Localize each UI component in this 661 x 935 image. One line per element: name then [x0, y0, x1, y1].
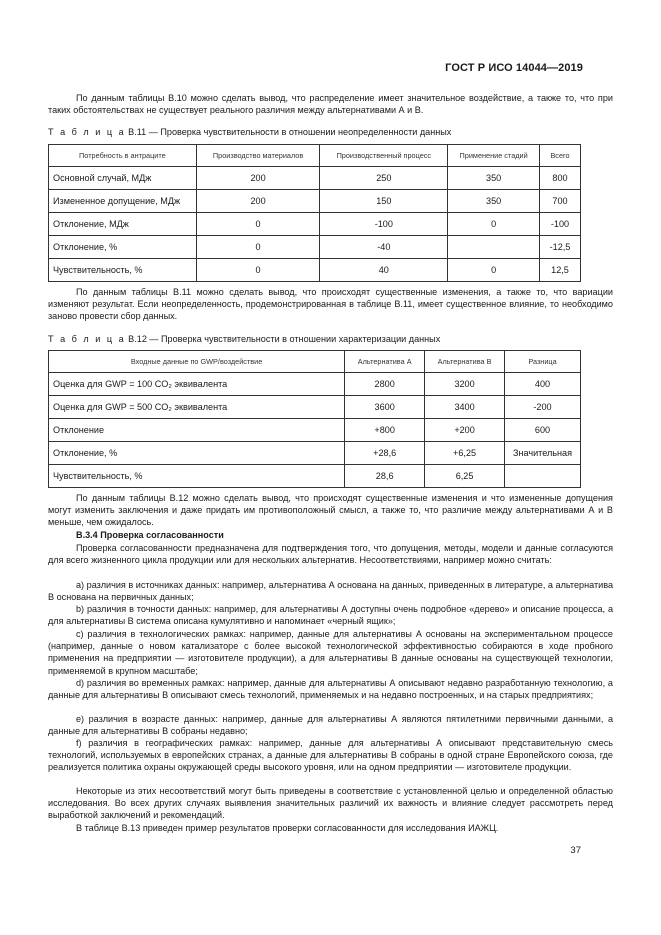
table-cell: 3400: [425, 396, 505, 419]
table-1-header-cell: Производственный процесс: [320, 145, 448, 167]
page-number: 37: [570, 845, 581, 856]
table-cell: 6,25: [425, 465, 505, 488]
table-cell: Чувствительность, %: [49, 259, 197, 282]
table-cell: 200: [196, 167, 320, 190]
table-1-caption: Т а б л и ц а В.11 — Проверка чувствительности в отношении неопределенности данных: [48, 127, 452, 137]
table-1-header-cell: Потребность в антраците: [49, 145, 197, 167]
table-cell: +800: [345, 419, 425, 442]
list-item: d) различия во временных рамках: например, данные для альтернативы А описывают недавно разработанную технологию, а данные для альтернативы В описывают смесь технологий, применяемых и на недавно построенных, и на старых предприятиях;: [48, 678, 613, 701]
table-cell: 250: [320, 167, 448, 190]
table-cell: 350: [448, 190, 540, 213]
table-row: [49, 373, 581, 396]
table-cell: Значительная: [505, 442, 581, 465]
table-1-header-cell: Производство материалов: [196, 145, 320, 167]
table-row: [49, 213, 581, 236]
table-cell: 800: [540, 167, 581, 190]
table-row: [49, 465, 581, 488]
paragraph-2: По данным таблицы В.11 можно сделать вывод, что происходят существенные изменения, а также то, что вариации изменяют результат. Если неопределенность, продемонстрированная в таблице В.11, имеет существенное влияние, то необходимо заново провести сбор данных.: [48, 287, 613, 322]
table-cell: Оценка для GWP = 500 CO₂ эквивалента: [49, 396, 345, 419]
table-cell: Чувствительность, %: [49, 465, 345, 488]
paragraph-5: Некоторые из этих несоответствий могут быть приведены в соответствие с установленной целью и определенной областью исследования. Во всех других случаях выявления значительных различий их важность и влияние следует рассмотреть перед выработкой заключений и рекомендаций.: [48, 786, 613, 821]
paragraph-3: По данным таблицы В.12 можно сделать вывод, что происходят существенные изменения и что измененные допущения могут изменить заключения и даже придать им противоположный смысл, а также то, что различие между альтернативами А и В меньше, чем ожидалось.: [48, 493, 613, 528]
table-row: [49, 236, 581, 259]
list-item: e) различия в возрасте данных: например, данные для альтернативы А являются пятилетними первичными данными, а данные для альтернативы В собраны недавно;: [48, 714, 613, 737]
table-row: [49, 396, 581, 419]
table-cell: +28,6: [345, 442, 425, 465]
table-cell: 600: [505, 419, 581, 442]
table-cell: 2800: [345, 373, 425, 396]
table-row: [49, 259, 581, 282]
table-cell: 700: [540, 190, 581, 213]
table-cell: Отклонение, %: [49, 442, 345, 465]
paragraph-1: По данным таблицы В.10 можно сделать вывод, что распределение имеет значительное воздействие, а также то, что при таких обстоятельствах не существует реального различия между альтернативами А и В.: [48, 93, 613, 116]
table-cell: 28,6: [345, 465, 425, 488]
table-cell: 200: [196, 190, 320, 213]
table-cell: -40: [320, 236, 448, 259]
table-row: [49, 167, 581, 190]
table-row: [49, 419, 581, 442]
section-title: В.3.4 Проверка согласованности: [76, 530, 224, 540]
table-2-header-row: [49, 351, 581, 373]
table-cell: +200: [425, 419, 505, 442]
table-cell: [505, 465, 581, 488]
table-cell: 40: [320, 259, 448, 282]
table-1-header-row: [49, 145, 581, 167]
table-cell: 3600: [345, 396, 425, 419]
document-header: ГОСТ Р ИСО 14044—2019: [445, 62, 583, 74]
table-1-header-cell: Применение стадий: [448, 145, 540, 167]
table-cell: -200: [505, 396, 581, 419]
table-cell: Отклонение, МДж: [49, 213, 197, 236]
list-item: а) различия в источниках данных: например, альтернатива А основана на данных, приведенных в литературе, а альтернатива В основана на первичных данных;: [48, 580, 613, 603]
table-cell: +6,25: [425, 442, 505, 465]
table-cell: Отклонение: [49, 419, 345, 442]
paragraph-4: Проверка согласованности предназначена для подтверждения того, что допущения, методы, модели и данные согласуются для всего жизненного цикла продукции или для нескольких альтернатив. Несоответствиями, например можно считать:: [48, 543, 613, 566]
table-1-header-cell: Всего: [540, 145, 581, 167]
table-cell: 12,5: [540, 259, 581, 282]
table-cell: Отклонение, %: [49, 236, 197, 259]
table-2-header-cell: Альтернатива В: [425, 351, 505, 373]
table-2: [48, 350, 581, 488]
table-cell: Измененное допущение, МДж: [49, 190, 197, 213]
table-cell: Основной случай, МДж: [49, 167, 197, 190]
paragraph-6: В таблице В.13 приведен пример результатов проверки согласованности для исследования ИАЖЦ.: [76, 823, 499, 833]
table-2-caption: Т а б л и ц а В.12 — Проверка чувствительности в отношении характеризации данных: [48, 334, 441, 344]
table-cell: 3200: [425, 373, 505, 396]
table-cell: Оценка для GWP = 100 CO₂ эквивалента: [49, 373, 345, 396]
list-item: f) различия в географических рамках: например, данные для альтернативы А описывают представительную смесь технологий, используемых в европейских странах, а данные для альтернативы В собраны в одной стране Европейского союза, где реализуется политика охраны окружающей среды высокого уровня, или на одном предприятии — изготовителе продукции.: [48, 738, 613, 773]
table-cell: 0: [196, 259, 320, 282]
table-cell: 0: [196, 236, 320, 259]
table-2-header-cell: Альтернатива А: [345, 351, 425, 373]
table-2-header-cell: Разница: [505, 351, 581, 373]
table-row: [49, 442, 581, 465]
table-cell: 0: [448, 213, 540, 236]
table-1: [48, 144, 581, 282]
table-2-header-cell: Входные данные по GWP/воздействие: [49, 351, 345, 373]
table-cell: 150: [320, 190, 448, 213]
table-cell: 0: [448, 259, 540, 282]
table-cell: 400: [505, 373, 581, 396]
table-cell: 350: [448, 167, 540, 190]
table-cell: -100: [540, 213, 581, 236]
table-cell: -12,5: [540, 236, 581, 259]
table-cell: -100: [320, 213, 448, 236]
table-cell: 0: [196, 213, 320, 236]
table-row: [49, 190, 581, 213]
list-item: b) различия в точности данных: например, для альтернативы А доступны очень подробное «дерево» и описание процесса, а для альтернативы В система описана кумулятивно и напоминает «черный ящик»;: [48, 604, 613, 627]
list-item: c) различия в технологических рамках: например, данные для альтернативы А основаны на экспериментальном процессе (например, данные о новом катализаторе с более высокой технологической эффективностью собираются в ходе пробного применения на предприятии — изготовителе продукции), а для альтернативы В данные основаны на существующей технологии, применяемой в крупном масштабе;: [48, 629, 613, 676]
table-cell: [448, 236, 540, 259]
